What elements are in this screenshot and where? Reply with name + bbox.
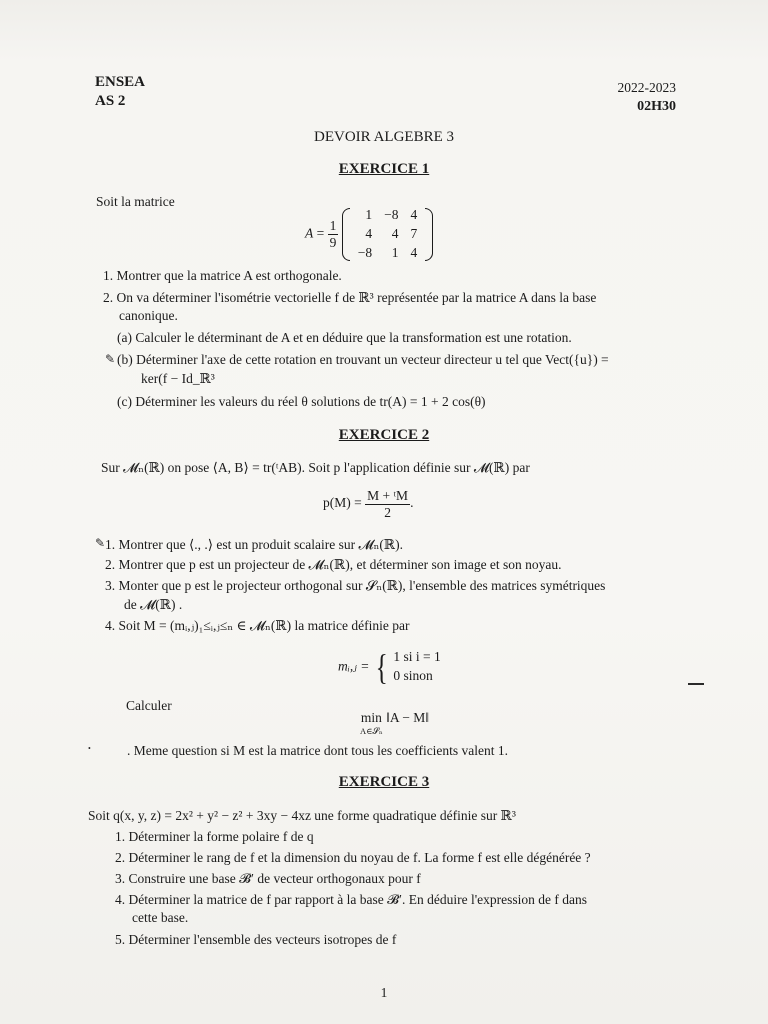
matrix-cell: 4 bbox=[391, 225, 399, 241]
ex2-question-3: 3. Monter que p est le projecteur orthogonal sur 𝓢ₙ(ℝ), l'ensemble des matrices symétriques bbox=[105, 578, 606, 593]
matrix-cell: −8 bbox=[384, 207, 399, 222]
case-2: 0 sinon bbox=[393, 667, 433, 683]
formula-fraction bbox=[365, 488, 410, 520]
matrix-factor bbox=[328, 218, 339, 250]
ex3-question-4-cont: cette base. bbox=[132, 910, 189, 925]
ex3-question-5: 5. Déterminer l'ensemble des vecteurs isotropes de f bbox=[115, 932, 397, 947]
class-name: AS 2 bbox=[95, 93, 126, 109]
factor-denominator: 9 bbox=[329, 234, 337, 250]
page-title: DEVOIR ALGEBRE 3 bbox=[314, 129, 454, 145]
ex1-question-2b: (b) Déterminer l'axe de cette rotation en trouvant un vecteur directeur u tel que Vect({u}) = bbox=[117, 352, 609, 367]
matrix-cell: 1 bbox=[365, 207, 373, 222]
matrix-cell: −8 bbox=[357, 244, 373, 260]
ex3-intro: Soit q(x, y, z) = 2x² + y² − z² + 3xy − 4xz une forme quadratique définie sur ℝ³ bbox=[88, 808, 516, 823]
ex2-question-1: 1. Montrer que ⟨., .⟩ est un produit scalaire sur 𝓜ₙ(ℝ). bbox=[105, 537, 404, 552]
ex1-intro: Soit la matrice bbox=[96, 194, 175, 209]
ex3-question-4: 4. Déterminer la matrice de f par rapport à la base 𝓑′. En déduire l'expression de f dans bbox=[115, 892, 587, 907]
school-name: ENSEA bbox=[95, 74, 146, 90]
projector-formula: p(M) = $\frac{\text{M + ᵗM}}{2}$ . bbox=[323, 488, 414, 520]
min-expression bbox=[360, 710, 429, 735]
matrix-body bbox=[342, 206, 434, 263]
min-operator: min bbox=[360, 710, 382, 725]
pen-mark: ✎ bbox=[105, 352, 116, 366]
matrix-cell: 4 bbox=[410, 207, 418, 222]
ex2-intro: Sur 𝓜ₙ(ℝ) on pose ⟨A, B⟩ = tr(ᵗAB). Soit p l'application définie sur 𝓜(ℝ) par bbox=[101, 460, 530, 475]
matrix-cell: 7 bbox=[410, 225, 418, 241]
ex1-question-2c: (c) Déterminer les valeurs du réel θ solutions de tr(A) = 1 + 2 cos(θ) bbox=[117, 394, 486, 409]
ex2-question-3-cont: de 𝓜(ℝ) . bbox=[124, 597, 183, 612]
ex1-question-2a: (a) Calculer le déterminant de A et en déduire que la transformation est une rotation. bbox=[117, 330, 572, 345]
duration: 02H30 bbox=[637, 99, 676, 114]
margin-mark: ✎ bbox=[95, 536, 106, 550]
case-1: 1 si i = 1 bbox=[393, 649, 441, 664]
ex3-question-2: 2. Déterminer le rang de f et la dimension du noyau de f. La forme f est elle dégénérée ? bbox=[115, 850, 591, 865]
margin-dash bbox=[688, 683, 704, 685]
exercise-1-heading: EXERCICE 1 bbox=[338, 161, 430, 177]
matrix-name: A bbox=[305, 225, 314, 241]
mij-definition bbox=[338, 648, 441, 686]
min-subscript: A∈𝓢ₙ bbox=[360, 725, 383, 736]
ex3-question-1: 1. Déterminer la forme polaire f de q bbox=[115, 829, 314, 844]
ex3-question-3: 3. Construire une base 𝓑′ de vecteur orthogonaux pour f bbox=[115, 871, 421, 886]
brace-icon: { bbox=[375, 646, 388, 687]
page-number: 1 bbox=[380, 985, 388, 1000]
min-norm: ‖A − M‖ bbox=[386, 710, 430, 725]
exercise-3-heading: EXERCICE 3 bbox=[338, 774, 430, 790]
ex1-question-2-cont: canonique. bbox=[119, 308, 178, 323]
mij-lhs: mᵢ,ⱼ = bbox=[338, 658, 370, 674]
matrix-cell: 4 bbox=[410, 244, 418, 260]
ex2-question-4: 4. Soit M = (mᵢ,ⱼ)₁≤ᵢ,ⱼ≤ₙ ∈ 𝓜ₙ(ℝ) la matrice définie par bbox=[105, 618, 410, 633]
matrix-cell: 4 bbox=[365, 225, 373, 241]
factor-numerator: 1 bbox=[329, 218, 337, 234]
formula-denominator: 2 bbox=[384, 504, 391, 520]
formula-lhs: p(M) = bbox=[323, 495, 362, 511]
matrix-cell: 1 bbox=[391, 244, 399, 260]
dot-mark: • bbox=[88, 744, 91, 753]
calculate-label: Calculer bbox=[126, 698, 172, 713]
school-year: 2022-2023 bbox=[617, 80, 676, 95]
ex1-question-1: 1. Montrer que la matrice A est orthogonale. bbox=[103, 268, 342, 283]
formula-numerator: M + ᵗM bbox=[367, 488, 409, 503]
matrix-a: A = $\frac{1}{9}$ 1 −8 4 4 4 7 −8 1 4 bbox=[305, 206, 433, 263]
mij-cases bbox=[393, 648, 440, 686]
exercise-2-heading: EXERCICE 2 bbox=[338, 427, 430, 443]
ex1-question-2: 2. On va déterminer l'isométrie vectorielle f de ℝ³ représentée par la matrice A dans la base bbox=[103, 290, 597, 305]
ex2-question-2: 2. Montrer que p est un projecteur de 𝓜ₙ(ℝ), et déterminer son image et son noyau. bbox=[105, 557, 562, 572]
ex2-question-5: . Meme question si M est la matrice dont tous les coefficients valent 1. bbox=[127, 743, 509, 758]
ex1-question-2b-cont: ker(f − Id_ℝ³ bbox=[141, 371, 215, 386]
